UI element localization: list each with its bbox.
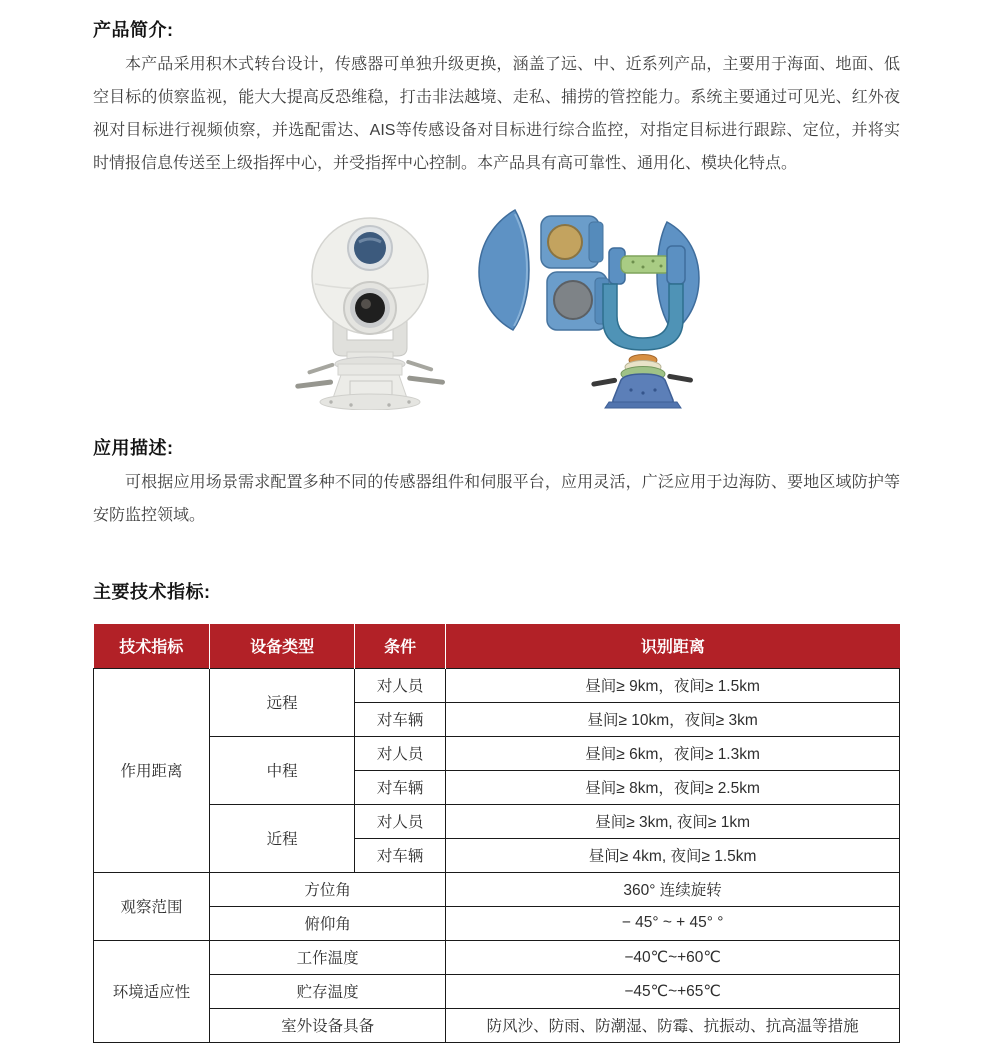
handle-right	[666, 374, 692, 383]
value-cell: 防风沙、防雨、防潮湿、防霉、抗振动、抗高温等措施	[446, 1008, 900, 1042]
condition-cell: 对车辆	[355, 702, 446, 736]
base-plate	[320, 394, 420, 410]
devtype-cell: 俯仰角	[210, 906, 446, 940]
group-cell: 作用距离	[94, 668, 210, 872]
header-cell-devtype: 设备类型	[210, 624, 355, 668]
table-row	[94, 974, 900, 1008]
handle-left	[295, 379, 333, 389]
devtype-cell: 工作温度	[210, 940, 446, 974]
value-cell: 昼间≥ 9km，夜间≥ 1.5km	[446, 668, 900, 702]
group-cell: 环境适应性	[94, 940, 210, 1042]
value-cell: 昼间≥ 8km，夜间≥ 2.5km	[446, 770, 900, 804]
lens-gray	[554, 281, 592, 319]
cone-base	[612, 374, 672, 405]
application-paragraph: 可根据应用场景需求配置多种不同的传感器组件和伺服平台，应用灵活，广泛应用于边海防、要地区域防护等安防监控领域。	[93, 474, 900, 524]
drive-shaft	[621, 256, 671, 273]
application-heading: 应用描述:	[93, 438, 174, 458]
group-cell: 观察范围	[94, 872, 210, 940]
devtype-cell: 室外设备具备	[210, 1008, 446, 1042]
intro-paragraph: 本产品采用积木式转台设计，传感器可单独升级更换，涵盖了远、中、近系列产品，主要用于海面、地面、低空目标的侦察监视，能大大提高反恐维稳，打击非法越境、走私、捕捞的管控能力。系统主要通过可见光、红外夜视对目标进行视频侦察，并选配雷达、AIS等传感设备对目标进行综合监控，对指定目标进行跟踪、定位，并将实时情报信息传送至上级指挥中心，并受指挥中心控制。本产品具有高可靠性、通用化、模块化特点。	[93, 56, 900, 172]
specs-heading: 主要技术指标:	[93, 582, 211, 602]
value-cell: 昼间≥ 3km, 夜间≥ 1km	[446, 804, 900, 838]
table-row	[94, 668, 900, 702]
devtype-cell: 远程	[210, 668, 355, 736]
table-row	[94, 1008, 900, 1042]
condition-cell: 对车辆	[355, 838, 446, 872]
condition-cell: 对人员	[355, 736, 446, 770]
intro-heading: 产品简介:	[93, 20, 174, 40]
value-cell: −40℃~+60℃	[446, 940, 900, 974]
product-figures	[93, 194, 900, 410]
devtype-cell: 近程	[210, 804, 355, 872]
table-row	[94, 906, 900, 940]
condition-cell: 对人员	[355, 668, 446, 702]
spec-table	[93, 624, 900, 1043]
thermal-camera-lens	[355, 293, 385, 323]
table-row	[94, 940, 900, 974]
condition-cell: 对人员	[355, 804, 446, 838]
devtype-cell: 方位角	[210, 872, 446, 906]
day-camera-lens	[354, 232, 386, 264]
handle-left	[591, 377, 617, 386]
product-image-assembled-turret	[291, 198, 449, 410]
header-cell-condition: 条件	[355, 624, 446, 668]
value-cell: 昼间≥ 4km, 夜间≥ 1.5km	[446, 838, 900, 872]
yoke-fork	[603, 284, 683, 350]
header-cell-distance: 识别距离	[446, 624, 900, 668]
table-row	[94, 736, 900, 770]
table-row	[94, 804, 900, 838]
value-cell: 昼间≥ 6km，夜间≥ 1.3km	[446, 736, 900, 770]
product-image-exploded-view	[471, 198, 703, 410]
devtype-cell: 贮存温度	[210, 974, 446, 1008]
devtype-cell: 中程	[210, 736, 355, 804]
value-cell: − 45° ~ + 45° °	[446, 906, 900, 940]
lens-gold	[548, 225, 582, 259]
table-row	[94, 872, 900, 906]
handle-right	[406, 375, 444, 385]
header-cell-indicator: 技术指标	[94, 624, 210, 668]
value-cell: −45℃~+65℃	[446, 974, 900, 1008]
table-header-row	[94, 624, 900, 668]
value-cell: 360° 连续旋转	[446, 872, 900, 906]
condition-cell: 对车辆	[355, 770, 446, 804]
value-cell: 昼间≥ 10km，夜间≥ 3km	[446, 702, 900, 736]
